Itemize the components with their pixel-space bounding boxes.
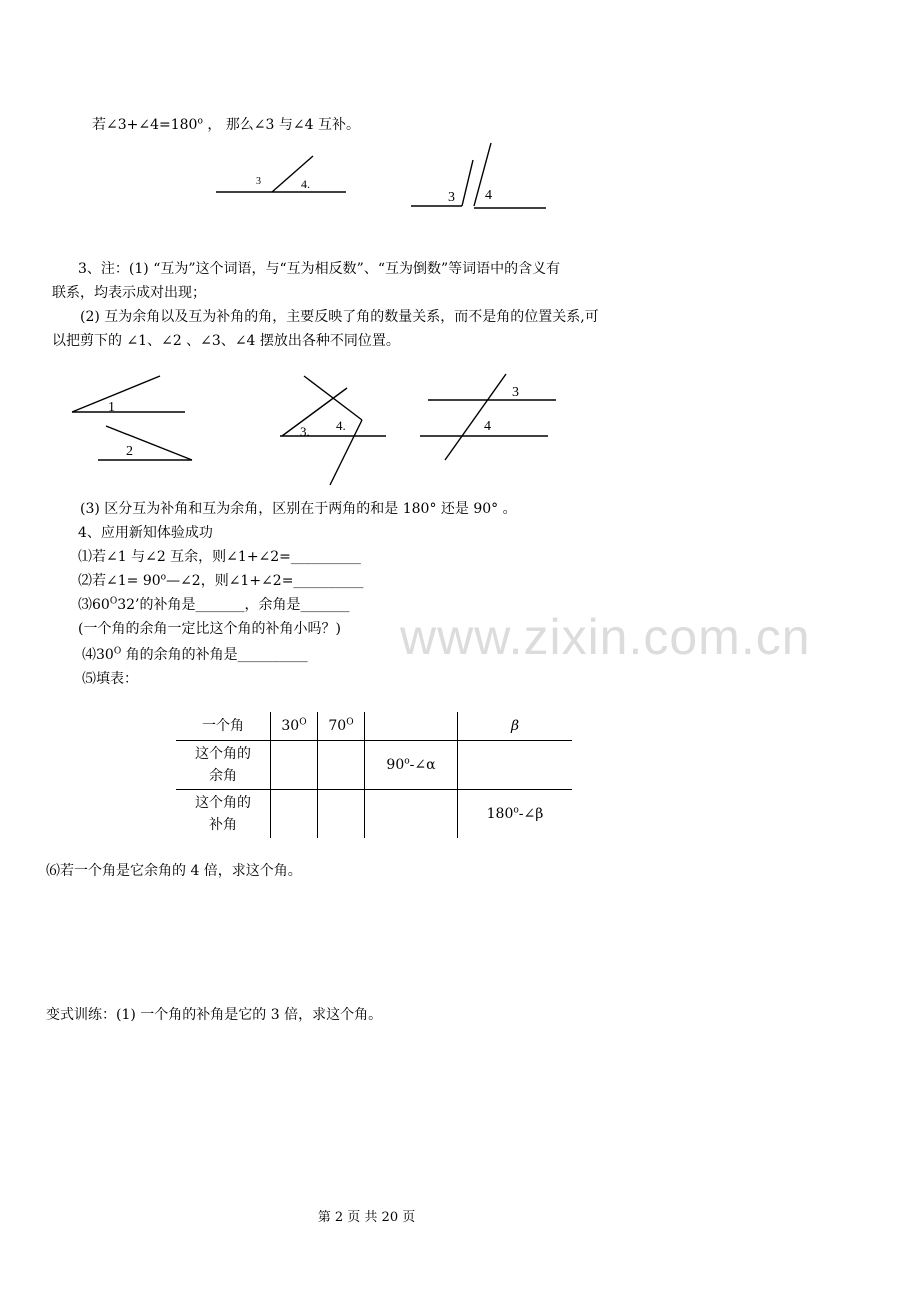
fill-table	[176, 712, 572, 838]
exercise-2: ⑵若∠1= $90^o—\angle 2$，则∠1+∠2=__________	[78, 572, 364, 589]
angle-label: 1	[108, 400, 115, 415]
figure-angle-positions	[60, 370, 580, 490]
table-cell: 这个角的 余角	[176, 741, 271, 790]
angle2-arm	[106, 426, 192, 460]
note-paragraph: (2) 互为余角以及互为补角的角，主要反映了角的数量关系，而不是角的位置关系,可	[80, 309, 599, 325]
angle-label: 4	[485, 188, 492, 203]
angle1-arm	[72, 376, 160, 412]
table-cell[interactable]	[458, 741, 573, 790]
exercise-3: $⑶60^O32$’的补角是_______，余角是_______	[78, 596, 350, 613]
lower-ray	[330, 420, 362, 485]
left-arm	[462, 160, 473, 206]
exercise-4: $⑷30^O$ 角的余角的补角是__________	[82, 646, 308, 663]
angle-label: 3.	[300, 424, 310, 439]
table-cell: $70^O$	[318, 712, 365, 741]
table-cell[interactable]	[271, 741, 318, 790]
exercise-6: ⑹若一个角是它余角的 4 倍，求这个角。	[46, 863, 302, 879]
watermark: www.zixin.com.cn	[400, 609, 811, 665]
angle-label: 3	[512, 385, 519, 400]
table-cell[interactable]	[365, 712, 458, 741]
exercise-5: ⑸填表：	[82, 671, 138, 687]
table-cell: $30^O$	[271, 712, 318, 741]
note-paragraph: 以把剪下的 ∠1、∠2 、∠3、∠4 摆放出各种不同位置。	[52, 333, 400, 349]
table-cell[interactable]	[318, 741, 365, 790]
table-row	[176, 712, 572, 741]
section-title: 4、应用新知体验成功	[78, 525, 213, 541]
angle-label: 4.	[301, 177, 310, 191]
table-cell[interactable]	[271, 790, 318, 839]
angle-label: 3	[256, 176, 261, 187]
figure-adjacent-angles	[210, 150, 560, 220]
transversal	[445, 374, 506, 460]
table-cell: 这个角的 补角	[195, 795, 251, 833]
angle-label: 2	[126, 444, 133, 459]
table-cell: 180$^o$-∠β	[458, 790, 573, 839]
exercise-3-note: (一个角的余角一定比这个角的补角小吗？)	[78, 621, 341, 637]
table-row	[176, 790, 572, 839]
note-paragraph: (3) 区分互为补角和互为余角，区别在于两角的和是 180° 还是 90° 。	[80, 501, 517, 517]
table-cell[interactable]	[365, 790, 458, 839]
table-cell[interactable]	[318, 790, 365, 839]
angle-label: 4	[484, 419, 491, 434]
statement-supplementary: 若$\angle 3+\angle 4=180^o$ ， 那么∠3 与∠4 互补。	[92, 116, 360, 133]
angle-label: 4.	[336, 418, 346, 433]
table-cell: β	[458, 712, 573, 741]
angle-label: 3	[448, 190, 455, 205]
table-cell: 一个角	[176, 712, 271, 741]
exercise-1: ⑴若∠1 与∠2 互余，则∠1+∠2=__________	[78, 549, 361, 565]
variant-exercise: 变式训练：(1) 一个角的补角是它的 3 倍，求这个角。	[46, 1007, 383, 1023]
note-paragraph: 联系，均表示成对出现；	[52, 285, 206, 301]
table-row	[176, 741, 572, 790]
page-footer: 第 2 页 共 20 页	[317, 1210, 416, 1225]
table-cell: 90$^o$-∠α	[365, 741, 458, 790]
note-paragraph: 3、注：(1) “互为”这个词语，与“互为相反数”、“互为倒数”等词语中的含义有	[78, 261, 561, 277]
